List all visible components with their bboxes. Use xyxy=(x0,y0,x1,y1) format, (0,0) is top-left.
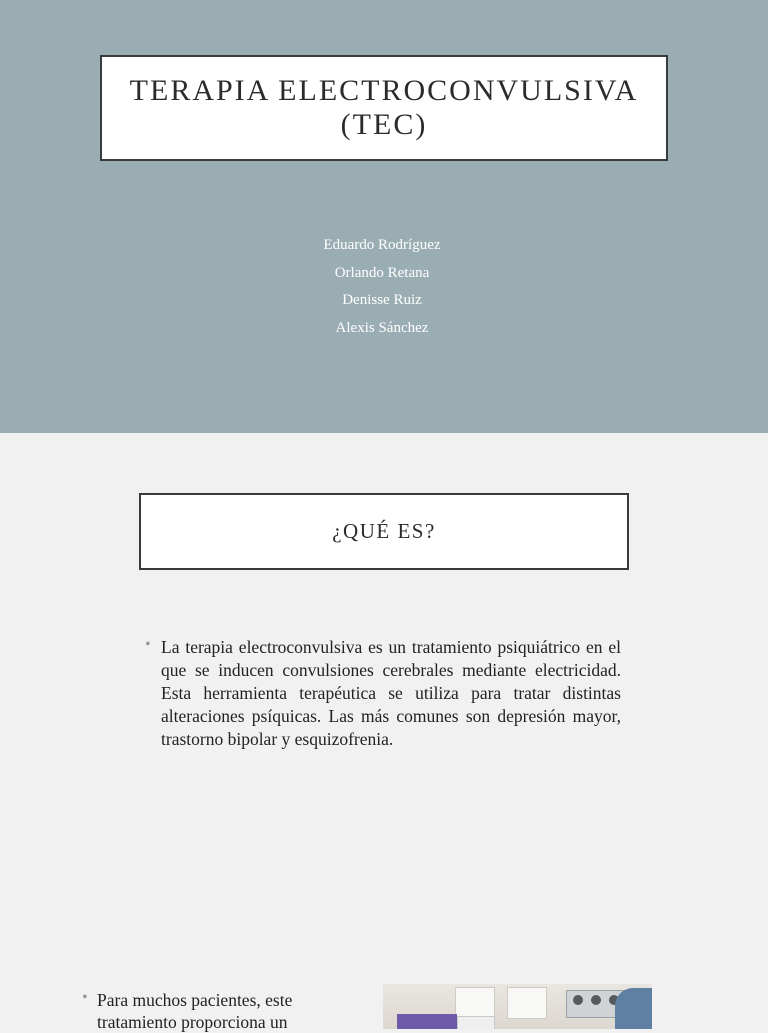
bullet-icon: • xyxy=(82,989,88,1006)
content-slide xyxy=(0,433,768,1032)
wall-poster xyxy=(455,987,495,1019)
bullet-item xyxy=(145,636,621,751)
bullet-icon: • xyxy=(145,636,151,653)
author-name: Eduardo Rodríguez xyxy=(323,237,441,253)
person-figure xyxy=(615,988,652,1029)
section-title-box xyxy=(139,493,629,570)
author-list xyxy=(0,232,768,342)
presentation-title: TERAPIA ELECTROCONVULSIVA (TEC) xyxy=(129,74,639,141)
section-title: ¿QUÉ ES? xyxy=(332,519,436,543)
wall-poster xyxy=(507,987,547,1019)
title-box xyxy=(100,55,668,161)
author-name: Orlando Retana xyxy=(334,264,430,281)
definition-paragraph: La terapia electroconvulsiva es un tratamiento psiquiátrico en el que se inducen convulsiones cerebrales mediante electricidad. Esta herramienta terapéutica se utiliza para tratar distintas alteraciones psíquicas. Las más comunes son depresión mayor, trastorno bipolar y esquizofrenia. xyxy=(161,637,621,749)
author-name: Alexis Sánchez xyxy=(335,319,429,336)
device-label xyxy=(457,1016,495,1029)
author-name: Denisse Ruiz xyxy=(342,292,422,308)
benefit-paragraph: Para muchos pacientes, este tratamiento proporciona un xyxy=(97,990,293,1032)
medical-device xyxy=(397,1014,457,1029)
bullet-item xyxy=(82,989,314,1033)
title-slide xyxy=(0,0,768,433)
clinic-photo xyxy=(383,984,652,1029)
